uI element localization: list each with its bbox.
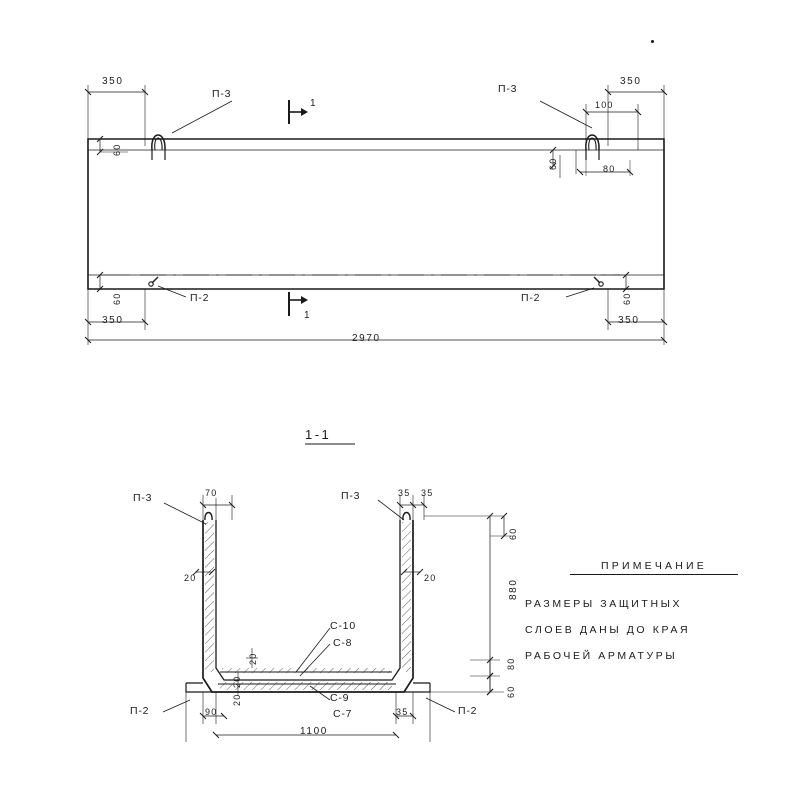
dim-label-60-sec-top: 60 <box>508 527 518 540</box>
section-cut-top <box>289 100 308 124</box>
mark-c7: С-7 <box>333 708 353 720</box>
dim-label-70: 70 <box>205 488 218 498</box>
section-title: 1-1 <box>305 427 332 442</box>
mark-p2-right: П-2 <box>521 292 541 304</box>
loop-p3-section-left <box>205 513 212 521</box>
mark-c9: С-9 <box>330 692 350 704</box>
note-line-2: СЛОЕВ ДАНЫ ДО КРАЯ <box>525 624 691 636</box>
section-cut-label-top: 1 <box>310 98 318 109</box>
leader-p3-left <box>172 101 232 133</box>
dim-label-20-inner: 20 <box>248 652 258 665</box>
dim-label-90: 90 <box>205 707 218 717</box>
dim-label-60-top-left: 60 <box>112 143 122 156</box>
note-line-3: РАБОЧЕЙ АРМАТУРЫ <box>525 650 678 662</box>
mark-c8: С-8 <box>333 637 353 649</box>
dim-label-20-right: 20 <box>424 573 437 583</box>
rebar-left-wall <box>205 522 214 672</box>
dim-label-350-left-bottom: 350 <box>102 315 124 326</box>
mark-p3-right: П-3 <box>498 83 518 95</box>
plan-outline <box>88 139 664 289</box>
rebar-p2-right-node <box>599 282 603 286</box>
dim-label-350-right-top: 350 <box>620 76 642 87</box>
rebar-loop-p3-right <box>586 135 599 150</box>
dim-label-35b: 35 <box>421 488 434 498</box>
leader-p2-sec-right <box>426 698 455 712</box>
dim-label-350-right-bottom: 350 <box>618 315 640 326</box>
section-cut-label-bottom: 1 <box>304 310 312 321</box>
dim-label-20-left: 20 <box>184 573 197 583</box>
mark-p2-left: П-2 <box>190 292 210 304</box>
note-line-1: РАЗМЕРЫ ЗАЩИТНЫХ <box>525 598 683 610</box>
mark-p3-section-left: П-3 <box>133 492 153 504</box>
mark-p3-left: П-3 <box>212 88 232 100</box>
leader-p3-right <box>540 101 592 128</box>
paper-speck <box>651 40 654 43</box>
note-title: ПРИМЕЧАНИЕ <box>570 560 738 575</box>
dim-label-20-bot-a: 20 <box>232 675 242 688</box>
dim-label-2970: 2970 <box>352 333 381 344</box>
dim-label-60-sec-bottom: 60 <box>506 685 516 698</box>
mark-p2-section-left: П-2 <box>130 705 150 717</box>
dim-label-60-top-right: 60 <box>548 157 558 170</box>
loop-p3-section-right <box>403 513 410 521</box>
leader-p3-sec-left <box>164 503 206 524</box>
dim-label-60-bottom-left: 60 <box>112 292 122 305</box>
note-block <box>525 560 783 669</box>
dim-label-880: 880 <box>508 578 519 600</box>
dim-label-1100: 1100 <box>300 726 328 737</box>
dim-label-80: 80 <box>603 164 616 174</box>
rebar-bottom <box>220 682 392 690</box>
rebar-loop-p3-left <box>152 135 165 150</box>
mark-c10: С-10 <box>330 620 356 632</box>
dim-label-350-left-top: 350 <box>102 76 124 87</box>
leader-p2-left <box>158 286 186 297</box>
dim-label-60-bottom-right: 60 <box>622 292 632 305</box>
dim-label-35a: 35 <box>398 488 411 498</box>
dim-label-35-bottom: 35 <box>396 707 409 717</box>
dim-label-100: 100 <box>595 100 614 110</box>
section-outer-profile <box>203 520 413 692</box>
mark-p3-section-right: П-3 <box>341 490 361 502</box>
plan-view-group <box>85 85 667 345</box>
rebar-p2-left-node <box>149 282 153 286</box>
mark-p2-section-right: П-2 <box>458 705 478 717</box>
dim-label-20-bot-b: 20 <box>232 693 242 706</box>
rebar-right-wall <box>402 522 411 672</box>
dim-label-80-sec: 80 <box>506 657 516 670</box>
